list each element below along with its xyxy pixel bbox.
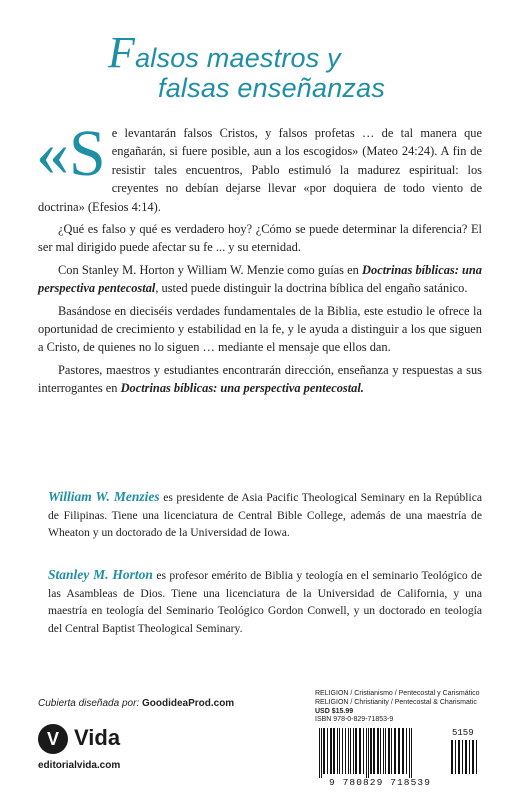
bisac-category-block <box>315 690 485 725</box>
vida-logo-icon: V <box>38 724 68 754</box>
barcode-bar <box>333 728 335 774</box>
book-title <box>108 28 386 103</box>
barcode-bar <box>327 728 328 774</box>
barcode-bar <box>353 728 354 774</box>
barcode-bar <box>388 728 390 774</box>
barcode-bar <box>345 728 346 774</box>
paragraph-3 <box>38 261 482 298</box>
drop-cap <box>36 117 106 190</box>
barcode-addon-number: 5159 <box>452 728 474 738</box>
isbn-barcode <box>315 728 483 788</box>
paragraph-3-text-b: , usted puede distinguir la doctrina bíblica del engaño satánico. <box>155 281 468 296</box>
paragraph-3-text-a: Con Stanley M. Horton y William W. Menzie como guías en <box>58 262 363 277</box>
barcode-bar <box>319 728 320 778</box>
barcode-bar <box>321 728 322 778</box>
price: USD $15.99 <box>315 707 354 715</box>
barcode-bar <box>380 728 381 774</box>
barcode-bar <box>394 728 396 774</box>
barcode-bar <box>370 728 372 774</box>
paragraph-1 <box>36 117 482 216</box>
author-bio-menzies <box>48 488 482 542</box>
barcode-addon-bar <box>451 740 453 774</box>
opening-quote-mark: « <box>36 117 69 190</box>
barcode-addon-bar <box>476 740 477 774</box>
barcode-bar <box>411 728 412 778</box>
author-bio-text: es profesor emérito de Biblia y teología en el seminario Teológico de las Asambleas de Dios. Tiene una licenciatura de la Universidad de California, y una maestría en teología del Seminario Teológico Gordon Conwell, y un doctorado en teología del Central Baptist Theological Seminary. <box>48 569 482 635</box>
credit-designer: GoodideaProd.com <box>141 698 235 709</box>
barcode-bar <box>339 728 340 774</box>
author-name-menzies: William W. Menzies <box>48 489 160 504</box>
cover-design-credit <box>38 698 234 709</box>
barcode-bar <box>377 728 379 774</box>
author-bio-text: es presidente de Asia Pacific Theological Seminary en la República de Filipinas. Tiene una licenciatura de Central Bible College, además de una maestría de Wheaton y un doctorado de la Universidad de Iowa. <box>48 491 482 539</box>
barcode-bar <box>385 728 386 774</box>
isbn: ISBN 978-0-829-71853-9 <box>315 716 394 724</box>
credit-label: Cubierta diseñada por: <box>38 698 142 709</box>
barcode-bar <box>350 728 351 774</box>
barcode-bar <box>398 728 400 774</box>
drop-cap-letter: S <box>69 117 106 190</box>
barcode-bar <box>402 728 404 774</box>
barcode-bar <box>363 728 364 774</box>
barcode-bar <box>355 728 357 774</box>
barcode-bar <box>348 728 349 774</box>
back-cover-description <box>36 117 483 402</box>
title-initial: F <box>108 28 136 77</box>
book-reference-2: Doctrinas bíblicas: una perspectiva pentecostal. <box>120 381 364 396</box>
barcode-bar <box>342 728 343 774</box>
barcode-addon-bar <box>472 740 474 774</box>
barcode-addon-bar <box>458 740 460 774</box>
title-line-1: alsos maestros y <box>135 43 341 73</box>
paragraph-2: ¿Qué es falso y qué es verdadero hoy? ¿Cómo se puede determinar la diferencia? El ser mal dirigido puede afectar su fe ... y su eternidad. <box>38 222 482 255</box>
barcode-digits: 9 780829 718539 <box>328 777 431 788</box>
barcode-bar <box>409 728 410 778</box>
publisher-logo <box>38 722 128 774</box>
barcode-bar <box>366 728 367 778</box>
barcode-bar <box>406 728 407 774</box>
barcode-bar <box>337 728 338 774</box>
barcode-bar <box>368 728 369 778</box>
author-bio-horton <box>48 566 482 637</box>
barcode-bar <box>391 728 392 774</box>
bisac-line-en: RELIGION / Christianity / Pentecostal & Charismatic <box>315 698 477 706</box>
barcode-bar <box>373 728 375 774</box>
barcode-bar <box>359 728 361 774</box>
publisher-name: Vida <box>74 725 121 750</box>
paragraph-5-text: Pastores, maestros y estudiantes encontrarán dirección, enseñanza y respuestas a sus interrogantes en <box>38 362 482 396</box>
publisher-website: editorialvida.com <box>38 760 121 771</box>
paragraph-1-text: e levantarán falsos Cristos, y falsos profetas … de tal manera que engañarán, si fuere posible, aun a los escogidos» (Mateo 24:24). A fin de resistir tales encuentros, Pablo estimuló la madurez espiritual: los creyentes no debían dejarse llevar «por doquiera de todo viento de doctrina» (Efesios 4:14). <box>38 126 482 214</box>
paragraph-4: Basándose en dieciséis verdades fundamentales de la Biblia, este estudio le ofrece la oportunidad de crecimiento y estabilidad en la fe, y le ayuda a distinguir a los que siguen a Cristo, de quienes no lo siguen … mediante el mensaje que ellos dan. <box>38 303 482 355</box>
barcode-addon-bar <box>469 740 470 774</box>
barcode-addon-bar <box>465 740 467 774</box>
barcode-addon-bar <box>455 740 456 774</box>
barcode-addon-bar <box>462 740 463 774</box>
barcode-bar <box>383 728 384 774</box>
title-line-2: falsas enseñanzas <box>158 73 386 103</box>
bisac-line-es: RELIGION / Cristianismo / Pentecostal y Carismático <box>315 690 480 697</box>
paragraph-5 <box>38 361 482 398</box>
author-name-horton: Stanley M. Horton <box>48 567 153 582</box>
barcode-bar <box>323 728 325 774</box>
book-reference: Doctrinas bíblicas: una perspectiva pentecostal <box>38 262 483 296</box>
barcode-bar <box>330 728 332 774</box>
